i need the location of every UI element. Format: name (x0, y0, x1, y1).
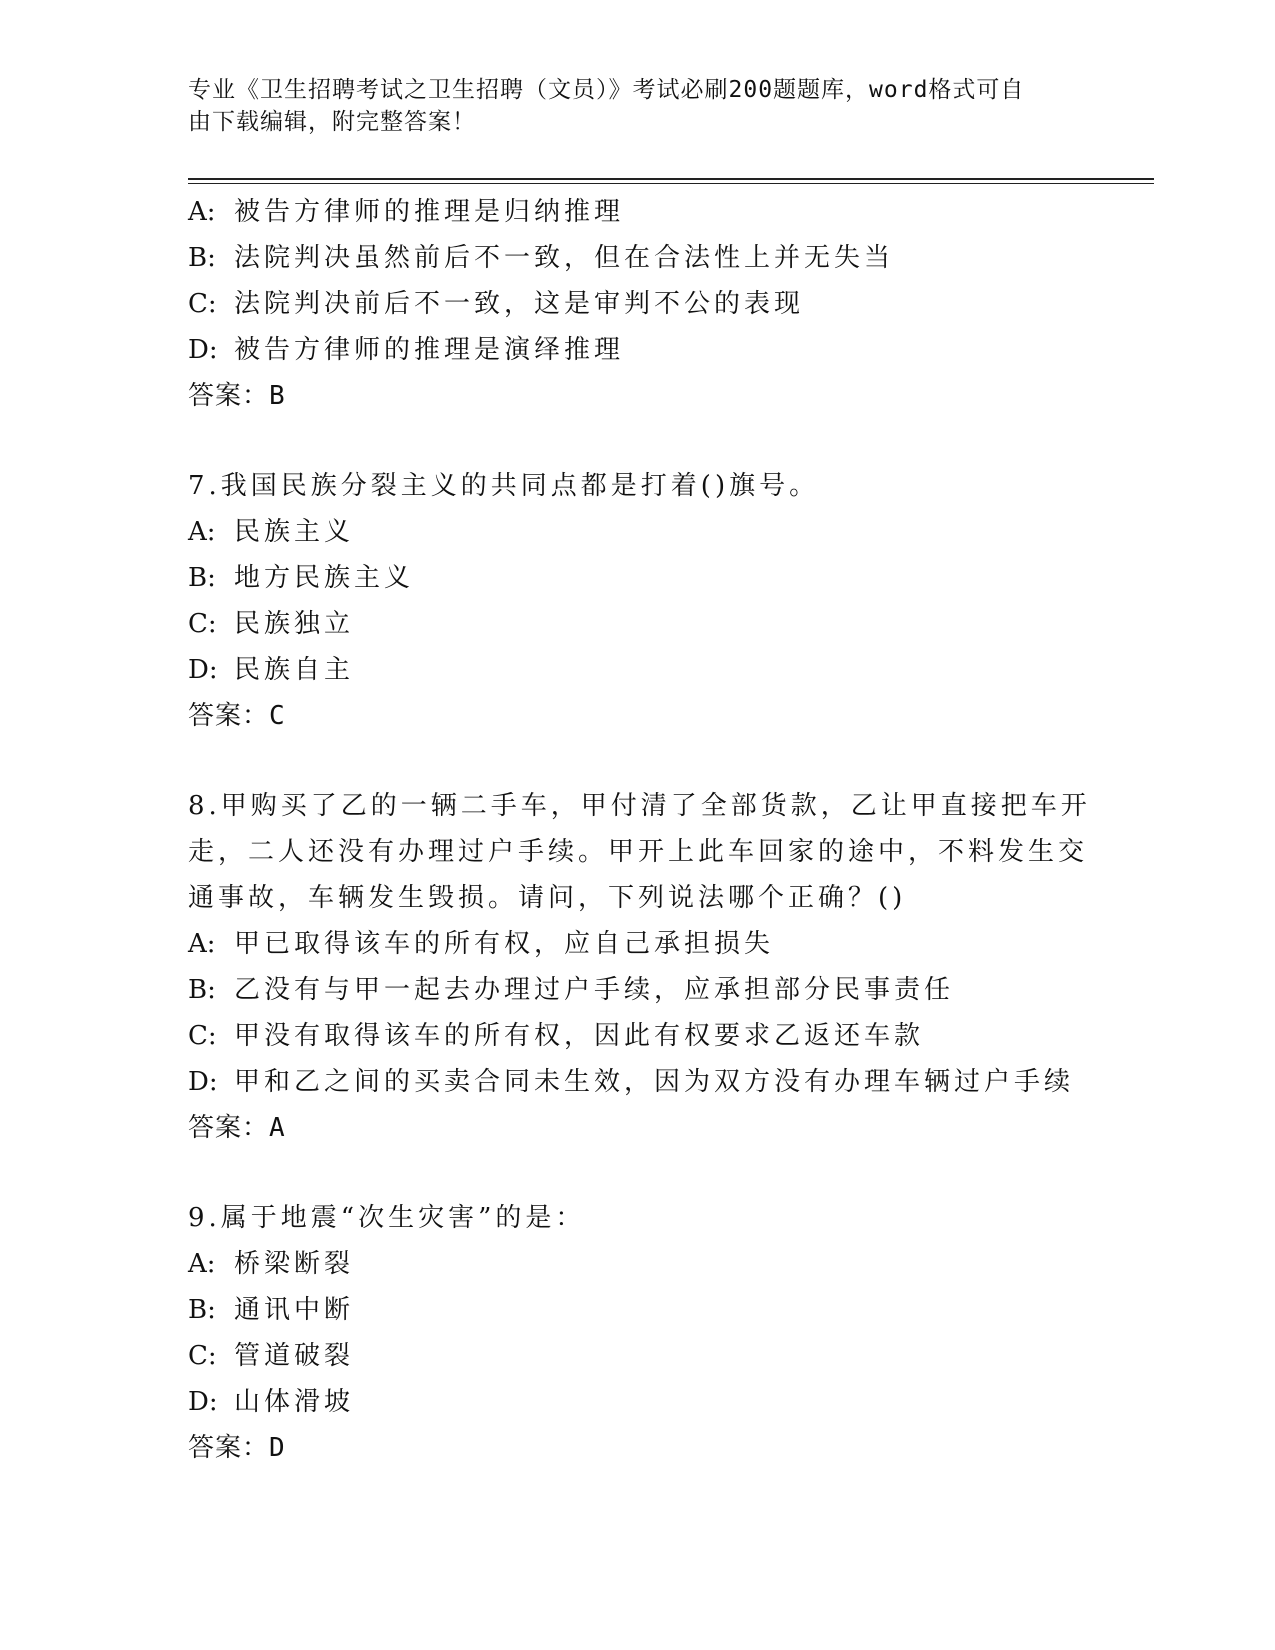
option-key: A: (188, 517, 216, 547)
answer-label: 答案： (188, 1433, 270, 1463)
option-text: 法院判决虽然前后不一致，但在合法性上并无失当 (234, 243, 895, 273)
question-6-option-d (188, 327, 1088, 373)
option-text: 被告方律师的推理是归纳推理 (234, 197, 625, 227)
option-text: 通讯中断 (234, 1295, 355, 1325)
answer-value: C (269, 701, 286, 731)
option-key: D: (188, 335, 218, 365)
question-7 (188, 463, 1088, 739)
option-text: 乙没有与甲一起去办理过户手续，应承担部分民事责任 (234, 975, 955, 1005)
option-key: C: (188, 609, 217, 639)
option-text: 甲没有取得该车的所有权，因此有权要求乙返还车款 (234, 1021, 925, 1051)
question-9 (188, 1195, 1088, 1471)
option-text: 桥梁断裂 (234, 1249, 355, 1279)
question-7-option-b (188, 555, 1088, 601)
option-key: C: (188, 289, 217, 319)
option-key: C: (188, 1341, 217, 1371)
document-header (188, 74, 1068, 138)
option-key: D: (188, 655, 218, 685)
spacer (188, 419, 1088, 463)
question-7-option-d (188, 647, 1088, 693)
option-text: 法院判决前后不一致，这是审判不公的表现 (234, 289, 805, 319)
spacer (188, 1151, 1088, 1195)
question-8-stem-line-2: 走，二人还没有办理过户手续。甲开上此车回家的途中，不料发生交 (188, 837, 1089, 867)
answer-label: 答案： (188, 1113, 270, 1143)
question-9-option-d (188, 1379, 1088, 1425)
header-divider-thin (188, 183, 1154, 184)
option-key: B: (188, 563, 216, 593)
option-key: C: (188, 1021, 217, 1051)
option-key: D: (188, 1067, 218, 1097)
question-9-stem: 9.属于地震“次生灾害”的是： (188, 1203, 586, 1233)
question-9-option-b (188, 1287, 1088, 1333)
option-text: 地方民族主义 (234, 563, 415, 593)
question-7-answer (188, 693, 1088, 739)
option-text: 民族独立 (234, 609, 355, 639)
answer-label: 答案： (188, 381, 270, 411)
answer-value: B (269, 381, 286, 411)
answer-value: A (269, 1113, 286, 1143)
question-8-stem-line-3: 通事故，车辆发生毁损。请问，下列说法哪个正确？() (188, 883, 907, 913)
answer-label: 答案： (188, 701, 270, 731)
question-6-answer (188, 373, 1088, 419)
spacer (188, 739, 1088, 783)
option-key: A: (188, 197, 216, 227)
question-8-option-a (188, 921, 1088, 967)
option-key: D: (188, 1387, 218, 1417)
option-text: 甲和乙之间的买卖合同未生效，因为双方没有办理车辆过户手续 (234, 1067, 1075, 1097)
question-6-option-c (188, 281, 1088, 327)
question-8 (188, 783, 1091, 1151)
question-9-option-c (188, 1333, 1088, 1379)
question-9-option-a (188, 1241, 1088, 1287)
option-text: 民族自主 (234, 655, 355, 685)
question-8-option-c (188, 1013, 1088, 1059)
question-9-answer (188, 1425, 1088, 1471)
question-7-option-a (188, 509, 1088, 555)
header-divider-thick (188, 178, 1154, 180)
option-key: B: (188, 975, 216, 1005)
question-list (188, 189, 1091, 1471)
option-key: A: (188, 929, 216, 959)
option-text: 山体滑坡 (234, 1387, 355, 1417)
question-7-stem: 7.我国民族分裂主义的共同点都是打着()旗号。 (188, 471, 820, 501)
option-text: 被告方律师的推理是演绎推理 (234, 335, 625, 365)
question-8-answer (188, 1105, 1088, 1151)
option-text: 民族主义 (234, 517, 355, 547)
question-6-option-a (188, 189, 1088, 235)
question-7-option-c (188, 601, 1088, 647)
option-text: 管道破裂 (234, 1341, 355, 1371)
option-key: B: (188, 1295, 216, 1325)
header-line-1: 专业《卫生招聘考试之卫生招聘（文员）》考试必刷200题题库，word格式可自 (188, 77, 1025, 103)
question-8-option-d (188, 1059, 1088, 1105)
question-8-stem-line-1: 8.甲购买了乙的一辆二手车，甲付清了全部货款，乙让甲直接把车开 (188, 791, 1091, 821)
answer-value: D (269, 1433, 286, 1463)
option-key: A: (188, 1249, 216, 1279)
question-6 (188, 189, 1088, 419)
option-key: B: (188, 243, 216, 273)
option-text: 甲已取得该车的所有权，应自己承担损失 (234, 929, 775, 959)
question-8-option-b (188, 967, 1088, 1013)
header-line-2: 由下载编辑，附完整答案！ (188, 109, 476, 135)
question-6-option-b (188, 235, 1088, 281)
